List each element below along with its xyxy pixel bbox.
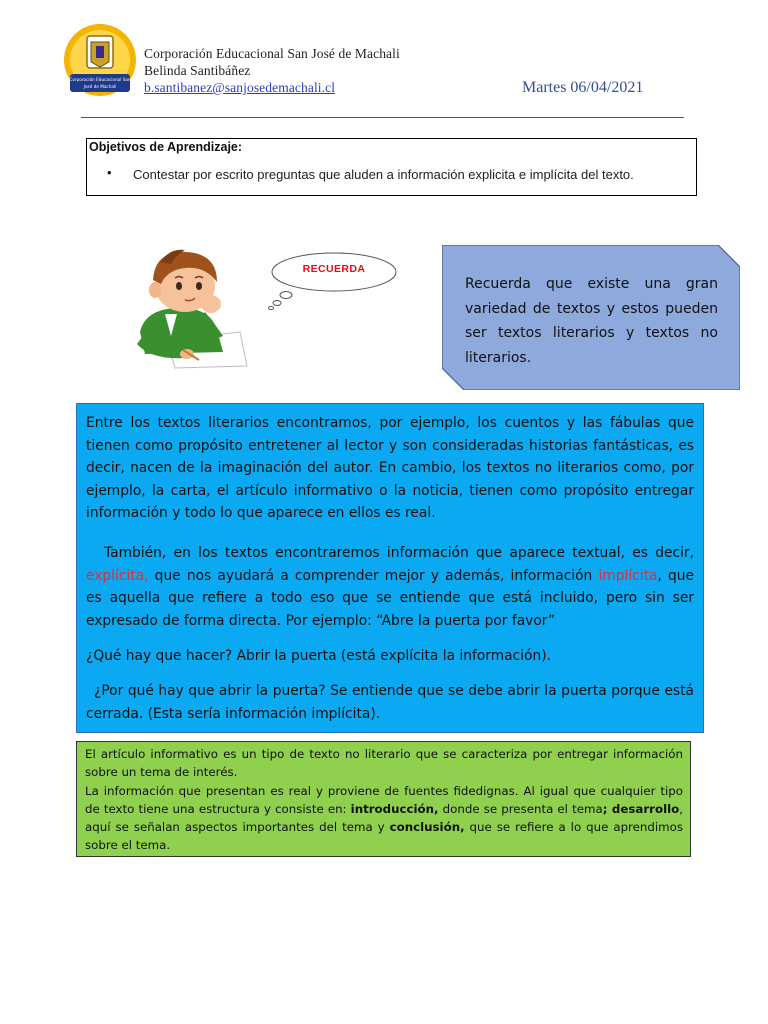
paragraph-literary-texts: Entre los textos literarios encontramos, por ejemplo, los cuentos y las fábulas que tienen como propósito entretener al lector y son consideradas historias fantásticas, es decir, nacen de la imaginación del autor. En cambio, los textos no literarios como, por ejemplo, la carta, el artículo informativo o la noticia, tienen como propósito entregar información y todo lo que aparece en ellos es real. [86,415,694,521]
teacher-email-link[interactable]: b.santibanez@sanjosedemachali.cl [144,80,336,95]
paragraph-question-why: ¿Por qué hay que abrir la puerta? Se entiende que se debe abrir la puerta porque está cerrada. (Esta sería información implícita). [86,683,694,722]
school-logo [60,22,140,100]
info-text-d: , aquí se señalan aspectos importantes del tema y [85,801,684,835]
info-text-b: La información que presentan es real y proviene de fuentes fidedignas. Al igual que cualquier tipo de texto tiene una estructura y consiste en: [85,783,683,816]
info-text-c: donde se presenta el tema [438,801,603,816]
p2-text-b: que nos ayudará a comprender mejor y además, información [148,567,599,584]
recuerda-note-text: Recuerda que existe una gran variedad de textos y estos pueden ser textos literarios y textos no literarios. [465,276,718,366]
implicit-highlight: implícita [598,567,658,584]
header-divider [81,117,684,118]
thinking-boy-illustration [105,240,265,370]
svg-text:Corporación Educacional San: Corporación Educacional San [69,77,131,82]
paragraph-explicit-implicit [86,542,694,632]
bullet-icon: • [107,165,112,180]
organization-name: Corporación Educacional San José de Machali [144,46,400,61]
paragraph-question-what: ¿Qué hay que hacer? Abrir la puerta (está explícita la información). [86,648,551,664]
objective-item: Contestar por escrito preguntas que aluden a información explicita e implícita del texto. [133,167,634,182]
term-desarrollo: ; desarrollo [602,801,680,816]
objectives-title: Objetivos de Aprendizaje: [89,140,243,154]
info-text-a: El artículo informativo es un tipo de texto no literario que se caracteriza por entregar información sobre un tema de interés. [85,747,683,780]
explanation-box [76,403,704,733]
informative-article-box [76,741,691,857]
explicit-highlight: explícita, [86,567,149,584]
p2-text-a: También, en los textos encontraremos información que aparece textual, es decir, [104,545,694,561]
term-conclusion: conclusión, [389,820,465,835]
informative-article-text [85,745,683,855]
thought-dots [266,290,296,310]
lesson-date: Martes 06/04/2021 [522,79,644,96]
term-introduccion: introducción, [350,801,439,816]
svg-text:José de Machali: José de Machali [83,84,117,89]
bubble-label: RECUERDA [302,263,366,275]
p2-text-c: , que es aquella que refiere a todo eso que se entiende que está incluido, pero sin ser expresado de forma directa. Por ejemplo: “Abre la puerta por favor” [86,567,694,629]
teacher-name: Belinda Santibáñez [144,63,251,78]
objectives-box [86,138,697,196]
info-text-e: que se refiere a lo que aprendimos sobre el tema. [85,820,683,853]
